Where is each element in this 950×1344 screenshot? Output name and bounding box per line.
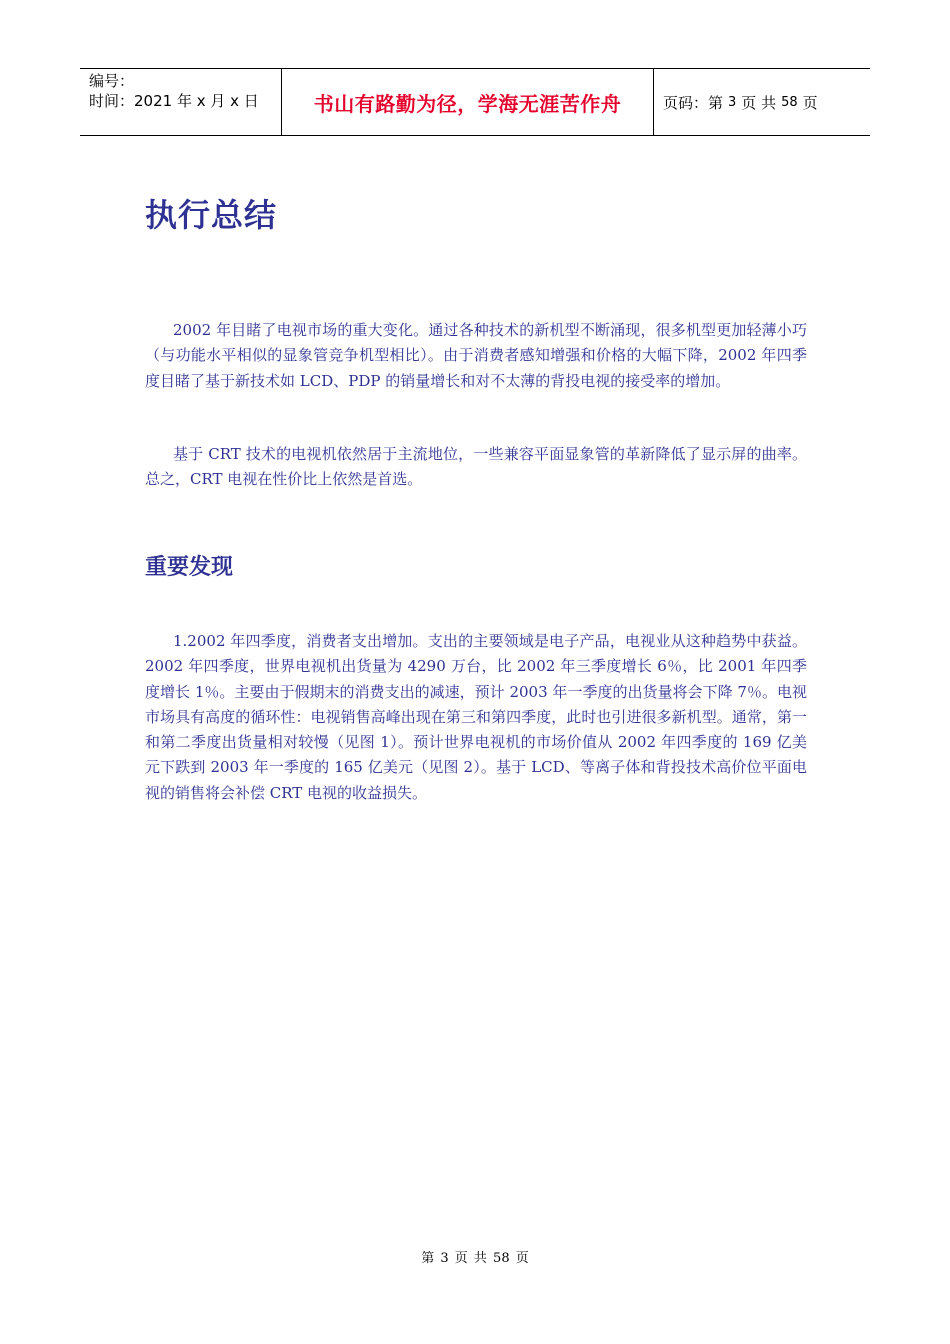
- page-suffix: 页: [802, 93, 818, 112]
- header-meta-cell: [80, 69, 282, 135]
- findings-paragraph: 1.2002 年四季度，消费者支出增加。支出的主要领域是电子产品，电视业从这种趋势中获益。2002 年四季度，世界电视机出货量为 4290 万台，比 2002 年三季度增长 6％，比 2001 年四季度增长 1％。主要由于假期末的消费支出的减速，预计 2003 年一季度的出货量将会下降 7％。电视市场具有高度的循环性：电视销售高峰出现在第三和第四季度，此时也引进很多新机型。通常，第一和第二季度出货量相对较慢（见图 1）。预计世界电视机的市场价值从 2002 年四季度的 169 亿美元下跌到 2003 年一季度的 165 亿美元（见图 2）。基于 LCD、等离子体和背投技术高价位平面电视的销售将会补偿 CRT 电视的收益损失。: [145, 632, 807, 802]
- header-page-cell: [654, 69, 870, 135]
- exec-paragraph: 基于 CRT 技术的电视机依然居于主流地位，一些兼容平面显象管的革新降低了显示屏的曲率。总之，CRT 电视在性价比上依然是首选。: [145, 445, 807, 489]
- date-label: 时间：2021 年 x 月 x 日: [89, 92, 259, 110]
- page-middle: 页 共: [741, 93, 777, 112]
- number-label: 编号：: [89, 72, 135, 90]
- page-total: 58: [781, 94, 798, 110]
- motto-text: 书山有路勤为径，学海无涯苦作舟: [313, 91, 622, 116]
- page-footer: 第 3 页 共 58 页: [421, 1251, 529, 1266]
- header-motto-cell: [282, 69, 654, 135]
- exec-paragraph: 2002 年目睹了电视市场的重大变化。通过各种技术的新机型不断涌现，很多机型更加轻薄小巧（与功能水平相似的显象管竞争机型相比）。由于消费者感知增强和价格的大幅下降，2002 年四季度目睹了基于新技术如 LCD、PDP 的销量增长和对不太薄的背投电视的接受率的增加。: [145, 321, 807, 390]
- exec-summary-title: 执行总结: [145, 196, 278, 234]
- document-header: [80, 68, 870, 136]
- page-prefix: 页码：第: [663, 93, 724, 112]
- findings-title: 重要发现: [145, 555, 234, 580]
- page-current: 3: [728, 94, 737, 110]
